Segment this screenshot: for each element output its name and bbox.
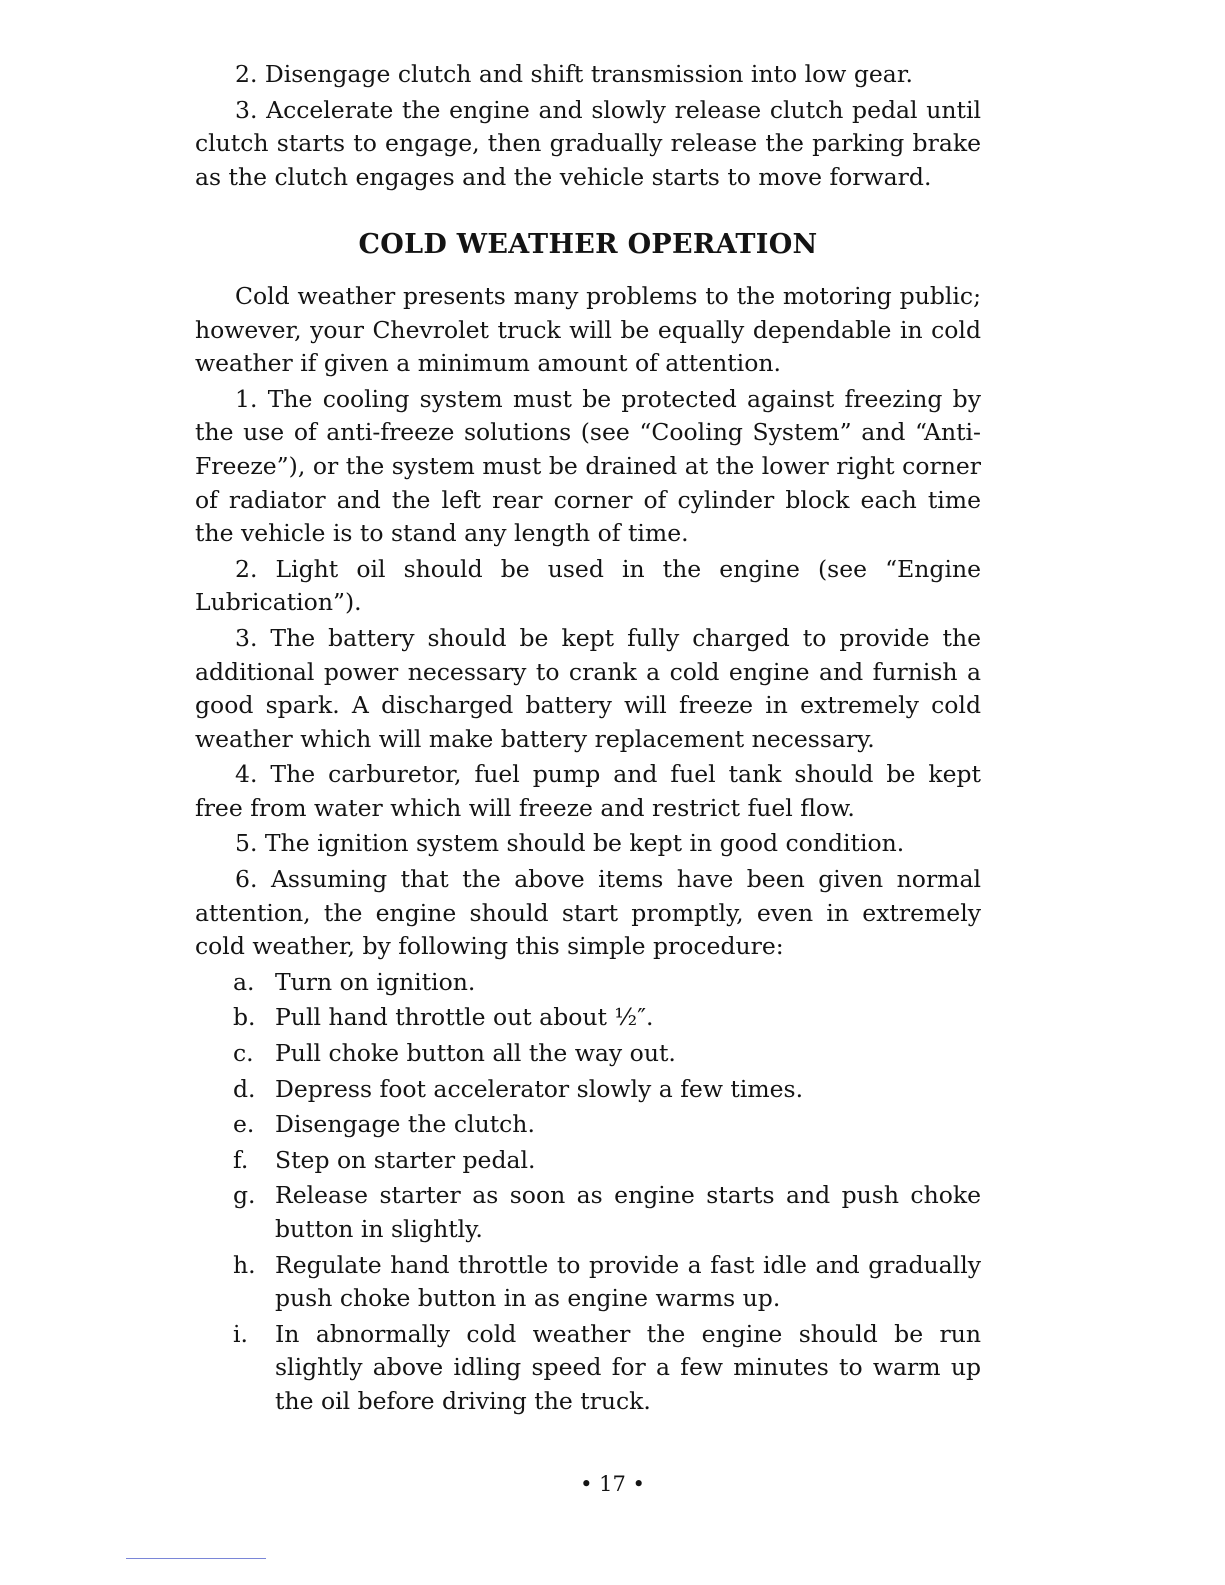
step-text: In abnormally cold weather the engine should be run slightly above idling speed for a few minutes to warm up the oil before driving the truck. [275, 1319, 981, 1415]
numbered-item: 3. The battery should be kept fully charged to provide the additional power necessary to crank a cold engine and furnish a good spark. A discharged battery will freeze in extremely cold weather which will make battery replacement necessary. [195, 623, 981, 753]
step-letter: d. [233, 1074, 256, 1103]
step-letter: a. [233, 967, 255, 996]
step-text: Release starter as soon as engine starts and push choke button in slightly. [275, 1181, 981, 1243]
step-text: Step on starter pedal. [275, 1145, 536, 1174]
page-number: • 17 • [580, 1472, 645, 1496]
procedure-step [195, 1001, 981, 1035]
procedure-step [195, 1144, 981, 1178]
procedure-step [195, 1179, 981, 1246]
intro-paragraph: 2. Disengage clutch and shift transmission into low gear. [235, 60, 913, 88]
step-letter: e. [233, 1110, 255, 1139]
procedure-steps [195, 966, 981, 1419]
step-text: Pull hand throttle out about ½″. [275, 1003, 654, 1032]
procedure-step [195, 1249, 981, 1316]
step-text: Regulate hand throttle to provide a fast idle and gradually push choke button in as engine warms up. [275, 1250, 981, 1313]
section-title: COLD WEATHER OPERATION [358, 229, 818, 261]
procedure-step [195, 1108, 981, 1142]
step-text: Depress foot accelerator slowly a few times. [275, 1074, 804, 1103]
procedure-step [195, 1037, 981, 1071]
numbered-item: 1. The cooling system must be protected against freezing by the use of anti-freeze solutions (see “Cooling System” and “Anti-Freeze”), or the system must be drained at the lower right corner of radiator and the left rear corner of cylinder block each time the vehicle is to stand any length of time. [195, 384, 981, 548]
numbered-item: 5. The ignition system should be kept in good condition. [235, 829, 905, 858]
bottom-divider [126, 1558, 266, 1559]
step-text: Disengage the clutch. [275, 1110, 535, 1139]
numbered-item: 2. Light oil should be used in the engine (see “Engine Lubrication”). [195, 554, 981, 617]
step-letter: b. [233, 1003, 256, 1032]
step-text: Turn on ignition. [275, 967, 476, 996]
numbered-item: 6. Assuming that the above items have been given normal attention, the engine should start promptly, even in extremely cold weather, by following this simple procedure: [195, 865, 981, 961]
step-text: Pull choke button all the way out. [275, 1039, 676, 1068]
step-letter: c. [233, 1039, 254, 1068]
step-letter: i. [233, 1319, 248, 1348]
procedure-step [195, 966, 981, 1000]
manual-page [195, 58, 981, 1421]
numbered-item: 4. The carburetor, fuel pump and fuel tank should be kept free from water which will freeze and restrict fuel flow. [195, 760, 981, 822]
intro-paragraph: 3. Accelerate the engine and slowly release clutch pedal until clutch starts to engage, then gradually release the parking brake as the clutch engages and the vehicle starts to move forward. [195, 95, 981, 191]
step-letter: h. [233, 1250, 256, 1279]
step-letter: f. [233, 1145, 249, 1174]
procedure-step [195, 1318, 981, 1419]
procedure-step [195, 1073, 981, 1107]
step-letter: g. [233, 1181, 256, 1210]
section-intro: Cold weather presents many problems to the motoring public; however, your Chevrolet truck will be equally dependable in cold weather if given a minimum amount of attention. [195, 281, 981, 378]
